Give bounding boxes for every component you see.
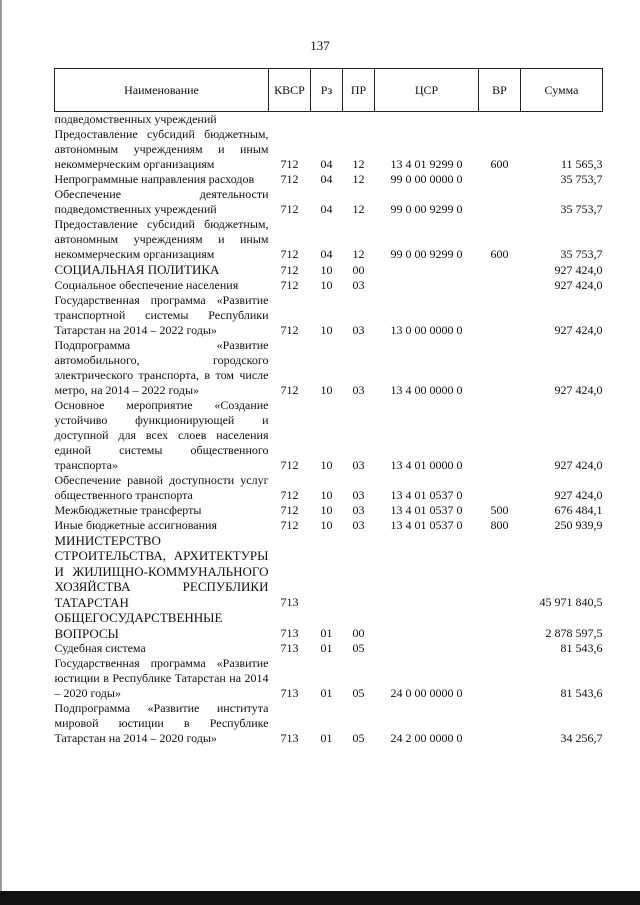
cell-sum: 927 424,0 xyxy=(554,382,603,397)
table-row xyxy=(55,172,603,187)
cell-name: СОЦИАЛЬНАЯ ПОЛИТИКА xyxy=(54,262,220,277)
cell-kvsr: 712 xyxy=(280,382,299,397)
table-row xyxy=(55,112,603,128)
page-number: 137 xyxy=(310,38,330,53)
cell-vr: 500 xyxy=(490,502,509,517)
cell-vr xyxy=(479,262,521,278)
cell-vr: 600 xyxy=(490,247,509,261)
cell-sum: 927 424,0 xyxy=(554,277,603,292)
cell-name: ОБЩЕГОСУДАРСТВЕННЫЕ ВОПРОСЫ xyxy=(54,610,223,641)
cell-csr: 13 4 01 9299 0 xyxy=(390,157,463,171)
cell-csr xyxy=(375,112,479,128)
header-csr: ЦСР xyxy=(375,69,479,112)
cell-pr: 03 xyxy=(352,457,365,472)
cell-name: Государственная программа «Развитие юстиции в Республике Татарстан на 2014 – 2020 годы» xyxy=(54,656,269,700)
cell-kvsr: 712 xyxy=(280,487,299,502)
cell-sum: 34 256,7 xyxy=(560,731,603,745)
cell-sum: 250 939,9 xyxy=(554,517,603,532)
cell-csr xyxy=(375,278,479,293)
cell-pr: 03 xyxy=(352,277,365,292)
table-header-row xyxy=(55,69,603,112)
cell-rz: 10 xyxy=(320,322,333,337)
cell-kvsr: 713 xyxy=(280,641,299,655)
cell-name: Социальное обеспечение населения xyxy=(54,277,239,292)
cell-pr: 03 xyxy=(352,517,365,532)
cell-sum: 2 878 597,5 xyxy=(545,626,603,640)
cell-name: Судебная система xyxy=(54,641,146,655)
cell-kvsr xyxy=(269,112,311,128)
cell-pr: 03 xyxy=(352,322,365,337)
cell-pr xyxy=(343,533,375,611)
cell-pr: 00 xyxy=(352,626,365,640)
cell-sum: 45 971 840,5 xyxy=(539,595,603,609)
cell-sum: 11 565,3 xyxy=(560,157,603,171)
cell-rz xyxy=(311,533,343,611)
cell-pr: 00 xyxy=(352,262,365,277)
cell-pr: 12 xyxy=(352,157,365,171)
cell-vr: 800 xyxy=(490,517,509,532)
cell-name: Иные бюджетные ассигнования xyxy=(54,517,217,532)
cell-name: Обеспечение равной доступности услуг общественного транспорта xyxy=(54,472,269,502)
table-row xyxy=(55,262,603,278)
header-rz: Рз xyxy=(311,69,343,112)
cell-csr: 24 2 00 0000 0 xyxy=(390,731,463,745)
table-row xyxy=(55,398,603,473)
cell-csr: 13 0 00 0000 0 xyxy=(390,322,463,337)
cell-csr: 13 4 01 0537 0 xyxy=(390,502,463,517)
cell-pr: 05 xyxy=(352,686,365,700)
budget-table xyxy=(54,68,603,746)
cell-vr xyxy=(479,701,521,746)
cell-name: Подпрограмма «Развитие института мировой юстиции в Республике Татарстан на 2014 – 2020 годы» xyxy=(54,701,269,745)
cell-vr xyxy=(479,172,521,187)
cell-rz: 04 xyxy=(320,172,333,186)
cell-kvsr: 712 xyxy=(280,262,299,277)
cell-vr xyxy=(479,610,521,641)
cell-rz: 10 xyxy=(320,262,333,277)
cell-pr: 03 xyxy=(352,502,365,517)
table-row xyxy=(55,127,603,172)
cell-pr: 05 xyxy=(352,731,365,745)
cell-rz: 01 xyxy=(320,731,333,745)
table-row xyxy=(55,503,603,518)
table-row xyxy=(55,217,603,262)
cell-pr: 12 xyxy=(352,247,365,261)
header-kvsr: КВСР xyxy=(269,69,311,112)
cell-sum: 927 424,0 xyxy=(554,487,603,502)
table-row xyxy=(55,518,603,533)
cell-vr xyxy=(479,473,521,503)
scan-bottom-bar xyxy=(0,891,640,905)
table-row xyxy=(55,610,603,641)
cell-name: Межбюджетные трансферты xyxy=(54,502,202,517)
cell-name: Предоставление субсидий бюджетным, автономным учреждениям и иным некоммерческим организациям xyxy=(54,217,269,261)
cell-pr: 12 xyxy=(352,202,365,216)
cell-csr xyxy=(375,641,479,656)
cell-rz: 04 xyxy=(320,247,333,261)
cell-csr: 13 4 00 0000 0 xyxy=(390,382,463,397)
header-pr: ПР xyxy=(343,69,375,112)
cell-csr: 99 0 00 0000 0 xyxy=(390,172,463,186)
table-row xyxy=(55,278,603,293)
cell-kvsr: 712 xyxy=(280,172,299,186)
header-name: Наименование xyxy=(55,69,269,112)
cell-kvsr: 712 xyxy=(280,457,299,472)
cell-name: Государственная программа «Развитие транспортной системы Республики Татарстан на 2014 – 2022 годы» xyxy=(54,292,269,337)
cell-sum: 35 753,7 xyxy=(560,172,603,186)
cell-pr: 03 xyxy=(352,487,365,502)
table-body xyxy=(55,112,603,747)
table-row xyxy=(55,533,603,611)
cell-name: МИНИСТЕРСТВО СТРОИТЕЛЬСТВА, АРХИТЕКТУРЫ И ЖИЛИЩНО-КОММУНАЛЬНОГО ХОЗЯЙСТВА РЕСПУБЛИКИ ТАТАРСТАН xyxy=(54,532,269,610)
cell-rz: 01 xyxy=(320,626,333,640)
cell-sum: 35 753,7 xyxy=(560,202,603,216)
cell-csr xyxy=(375,262,479,278)
cell-rz xyxy=(311,112,343,128)
cell-sum: 676 484,1 xyxy=(554,502,603,517)
cell-kvsr: 712 xyxy=(280,277,299,292)
cell-name: Основное мероприятие «Создание устойчиво функционирующей и доступной для всех слоев населения единой системы общественного транспорта» xyxy=(54,397,269,472)
cell-name: Непрограммные направления расходов xyxy=(54,172,255,186)
cell-vr xyxy=(479,398,521,473)
cell-name: Предоставление субсидий бюджетным, автономным учреждениям и иным некоммерческим организациям xyxy=(54,127,269,171)
cell-name: Подпрограмма «Развитие автомобильного, городского электрического транспорта, в том числе метро, на 2014 – 2022 годы» xyxy=(54,337,269,397)
cell-kvsr: 713 xyxy=(280,686,299,700)
cell-kvsr: 712 xyxy=(280,322,299,337)
table-row xyxy=(55,293,603,338)
cell-pr: 12 xyxy=(352,172,365,186)
table-row xyxy=(55,187,603,217)
cell-csr: 13 4 01 0537 0 xyxy=(390,517,463,532)
cell-sum: 927 424,0 xyxy=(554,322,603,337)
cell-name: Обеспечение деятельности подведомственных учреждений xyxy=(54,187,269,216)
cell-vr xyxy=(479,293,521,338)
cell-vr xyxy=(479,278,521,293)
table-row xyxy=(55,338,603,398)
cell-rz: 10 xyxy=(320,487,333,502)
cell-rz: 10 xyxy=(320,502,333,517)
cell-kvsr: 712 xyxy=(280,157,299,171)
cell-sum: 81 543,6 xyxy=(560,641,603,655)
table-row xyxy=(55,641,603,656)
cell-rz: 01 xyxy=(320,686,333,700)
cell-rz: 10 xyxy=(320,382,333,397)
cell-sum: 35 753,7 xyxy=(560,247,603,261)
scan-edge xyxy=(0,0,2,905)
cell-name: подведомственных учреждений xyxy=(54,112,217,126)
cell-pr: 05 xyxy=(352,641,365,655)
cell-csr xyxy=(375,533,479,611)
cell-csr: 13 4 01 0537 0 xyxy=(390,487,463,502)
cell-csr: 13 4 01 0000 0 xyxy=(390,457,463,472)
cell-kvsr: 713 xyxy=(280,595,299,609)
header-sum: Сумма xyxy=(521,69,603,112)
cell-sum: 81 543,6 xyxy=(560,686,603,700)
header-vr: ВР xyxy=(479,69,521,112)
cell-rz: 10 xyxy=(320,457,333,472)
cell-rz: 10 xyxy=(320,277,333,292)
cell-rz: 04 xyxy=(320,157,333,171)
table-row xyxy=(55,656,603,701)
cell-pr: 03 xyxy=(352,382,365,397)
cell-vr xyxy=(479,187,521,217)
cell-kvsr: 712 xyxy=(280,502,299,517)
cell-sum: 927 424,0 xyxy=(554,457,603,472)
table-row xyxy=(55,701,603,746)
cell-vr xyxy=(479,533,521,611)
cell-pr xyxy=(343,112,375,128)
cell-vr xyxy=(479,656,521,701)
cell-kvsr: 713 xyxy=(280,626,299,640)
cell-vr xyxy=(479,641,521,656)
cell-kvsr: 713 xyxy=(280,731,299,745)
cell-kvsr: 712 xyxy=(280,202,299,216)
cell-rz: 10 xyxy=(320,517,333,532)
cell-sum xyxy=(521,112,603,128)
cell-sum: 927 424,0 xyxy=(554,262,603,277)
cell-vr: 600 xyxy=(490,157,509,171)
cell-kvsr: 712 xyxy=(280,517,299,532)
table-row xyxy=(55,473,603,503)
cell-csr: 99 0 00 9299 0 xyxy=(390,247,463,261)
cell-csr: 24 0 00 0000 0 xyxy=(390,686,463,700)
cell-csr: 99 0 00 9299 0 xyxy=(390,202,463,216)
cell-kvsr: 712 xyxy=(280,247,299,261)
cell-vr xyxy=(479,338,521,398)
cell-rz: 01 xyxy=(320,641,333,655)
cell-csr xyxy=(375,610,479,641)
cell-rz: 04 xyxy=(320,202,333,216)
cell-vr xyxy=(479,112,521,128)
